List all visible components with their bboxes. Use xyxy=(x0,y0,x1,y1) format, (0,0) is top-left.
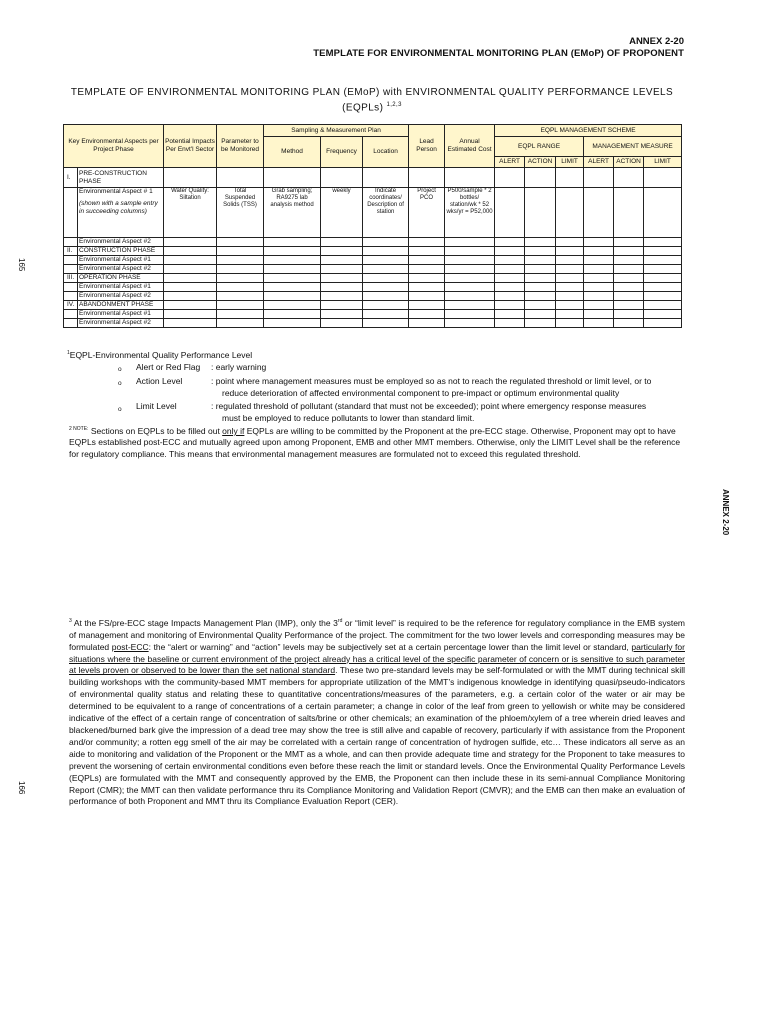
header-eqpl-scheme: EQPL MANAGEMENT SCHEME xyxy=(495,125,682,137)
note3-rd: rd xyxy=(337,618,343,624)
note3-d: . These two pre-standard levels may be self-formulated or with the MMT during technical skill building workshops with the community-based MMT members for appropriate utilization of the MMT’s indigenous knowledge in identifying quasi/pseudo-indicators of environmental quality status and relating these to quantitative concentrations/measures of the parameters, e.g. a certain color of the water or air may be determined to be equivalent to a range of concentrations of a certain parameter; a change in color of the leaf from green to yellowish or white may be considered indicative of the effect of a certain range of concentration of salts/brine or other chemicals; an examination of the phloem/xylem of a tree wherein dried leaves and blackened/burned bark give the impression of a dead tree may show the tree is still alive and capable of recovery, particularly if with assistance from the Proponent and/or community; a rotten egg smell of the air may be correlated with a certain range of concentration of hydrogen sulfide, etc… These indicators all serve as an aide to monitoring and validation of the Proponent or the MMT as a whole, and can then provide adequate time and strategy for the Proponent to take measures to prevent the worsening of certain environmental conditions even before these reach the limit or standard levels. Once the Environmental Quality Performance Levels (EQPLs) are formulated with the MMT and consequently approved by the EMB, the Proponent can then include these in its semi-annual Compliance Monitoring Report (CMR); the MMT can then validate performance thru its Compliance Monitoring and Validation Report (CMVR); and the EMB can then make an evaluation of performance of both Proponent and MMT thru its Compliance Evaluation Report (CER). xyxy=(69,665,685,807)
header-eqpl-range: EQPL RANGE xyxy=(495,137,584,157)
note-2 xyxy=(69,424,683,460)
header-cost: Annual Estimated Cost xyxy=(445,125,495,168)
header-sampling: Sampling & Measurement Plan xyxy=(264,125,409,137)
sample-impact: Water Quality: Siltation xyxy=(164,188,217,238)
table-row xyxy=(64,238,682,247)
alert-definition: : early warning xyxy=(211,362,267,372)
limit-term: Limit Level xyxy=(136,401,177,411)
bullet-icon: o xyxy=(118,366,122,373)
aspect-cell xyxy=(78,188,164,238)
phase-label: ABANDONMENT PHASE xyxy=(78,301,164,310)
alert-bullet xyxy=(118,363,122,375)
table-row xyxy=(64,274,682,283)
title-line1: TEMPLATE OF ENVIRONMENTAL MONITORING PLAN (EMoP) with ENVIRONMENTAL QUALITY PERFORMANCE LEVELS xyxy=(70,87,674,98)
page-number-166: 166 xyxy=(17,781,26,795)
aspect-label: Environmental Aspect # 1 xyxy=(79,188,153,195)
title-sup: 1,2,3 xyxy=(386,102,402,108)
header-method: Method xyxy=(264,137,321,168)
sample-method: Grab sampling; RA9275 lab analysis method xyxy=(264,188,321,238)
table-row xyxy=(64,301,682,310)
note3-underline-2: particularly for situations where the baseline or current environment of the project already has a critical level of the specific parameter of concern or is sensitive to such parameter at levels proven or observed to be lower than the set national standard xyxy=(69,641,685,676)
phase-label: OPERATION PHASE xyxy=(78,274,164,283)
table-row xyxy=(64,168,682,188)
header-location: Location xyxy=(363,137,409,168)
aspect-label: Environmental Aspect #2 xyxy=(78,292,164,301)
action-bullet xyxy=(118,377,122,389)
action-definition-2: reduce deterioration of affected environmental component to pre-impact or optimum environmental quality xyxy=(222,388,620,398)
sample-cost: P500/sample * 2 bottles/ station/wk * 52 wks/yr = P52,000 xyxy=(445,188,495,238)
phase-label: PRE-CONSTRUCTION PHASE xyxy=(78,168,164,188)
table-row xyxy=(64,310,682,319)
page-title xyxy=(62,87,682,114)
header-parameter: Parameter to be Monitored xyxy=(217,125,264,168)
note3-underline-1: post-ECC xyxy=(111,641,149,652)
phase-label: CONSTRUCTION PHASE xyxy=(78,247,164,256)
table-row xyxy=(64,247,682,256)
title-eqpls: (EQPLs) xyxy=(342,102,384,114)
note3-b: or “limit level” is required to be the reference for regulatory compliance in the EMB system of management and monitoring of Environmental Quality Performance of the project. The commitment for the two lower levels and corresponding measures may be formulated xyxy=(69,617,686,652)
note-3 xyxy=(69,616,685,808)
sample-frequency: weekly xyxy=(321,188,363,238)
table-row xyxy=(64,319,682,328)
aspect-label: Environmental Aspect #1 xyxy=(78,256,164,265)
header-measure-limit: LIMIT xyxy=(644,157,682,168)
header-measure-alert: ALERT xyxy=(584,157,614,168)
sample-lead: Project PCO xyxy=(409,188,445,238)
template-heading: TEMPLATE FOR ENVIRONMENTAL MONITORING PLAN (EMoP) OF PROPONENT xyxy=(313,48,684,59)
sample-parameter: Total Suspended Solids (TSS) xyxy=(217,188,264,238)
header-measure-action: ACTION xyxy=(614,157,644,168)
alert-term: Alert or Red Flag xyxy=(136,362,201,372)
title-line2 xyxy=(62,99,682,114)
note2-a: Sections on EQPLs to be filled out xyxy=(88,425,223,436)
action-term: Action Level xyxy=(136,376,183,386)
table-row xyxy=(64,256,682,265)
table-row xyxy=(64,283,682,292)
annex-label: ANNEX 2-20 xyxy=(629,36,684,47)
aspect-label: Environmental Aspect #2 xyxy=(78,319,164,328)
note2-sup: 2 NOTE: xyxy=(69,426,89,432)
header-range-action: ACTION xyxy=(525,157,556,168)
header-range-alert: ALERT xyxy=(495,157,525,168)
header-management-measure: MANAGEMENT MEASURE xyxy=(584,137,682,157)
table-row xyxy=(64,188,682,238)
phase-number: III. xyxy=(64,274,78,283)
phase-number: I. xyxy=(64,168,78,188)
aspect-label: Environmental Aspect #1 xyxy=(78,283,164,292)
bullet-icon: o xyxy=(118,406,122,413)
aspect-label: Environmental Aspect #2 xyxy=(78,238,164,247)
note2-underline: only if xyxy=(222,425,245,436)
bullet-icon: o xyxy=(118,380,122,387)
table-row xyxy=(64,292,682,301)
action-definition-1: : point where management measures must be employed so as not to reach the regulated threshold or limit level, or to xyxy=(211,376,652,386)
limit-definition-1: : regulated threshold of pollutant (standard that must not be exceeded); point where emergency response measures xyxy=(211,401,647,411)
note2-b: EQPLs are willing to be committed by the Proponent at the pre-ECC stage. Otherwise, Proponent may opt to have EQPLs established post-ECC and mutually agreed upon among Proponent, EMB and other MMT members. Otherwise, only the LIMIT Level shall be the reference for regulatory compliance. This means that environmental management measures are formulated not to exceed this regulated threshold. xyxy=(69,425,681,459)
eqpl-sup: 1 xyxy=(67,350,70,357)
header-lead-person: Lead Person xyxy=(409,125,445,168)
eqpl-text: EQPL-Environmental Quality Performance Level xyxy=(69,350,253,360)
annex-side-label: ANNEX 2-20 xyxy=(721,489,730,536)
phase-number: II. xyxy=(64,247,78,256)
note3-a: At the FS/pre-ECC stage Impacts Management Plan (IMP), only the 3 xyxy=(71,617,338,628)
aspect-note: (shown with a sample entry in succeeding columns) xyxy=(79,200,158,215)
header-frequency: Frequency xyxy=(321,137,363,168)
note3-sup: 3 xyxy=(69,618,72,624)
table-row xyxy=(64,265,682,274)
aspect-label: Environmental Aspect #2 xyxy=(78,265,164,274)
aspect-label: Environmental Aspect #1 xyxy=(78,310,164,319)
header-impacts: Potential Impacts Per Envt'l Sector xyxy=(164,125,217,168)
note3-c: : the “alert or warning” and “action” levels may be subjectively set at a certain percentage lower than the limit level or standard, xyxy=(148,641,632,652)
limit-bullet xyxy=(118,403,122,415)
header-aspects: Key Environmental Aspects per Project Phase xyxy=(64,125,164,168)
emop-table xyxy=(63,124,682,328)
eqpl-definition xyxy=(67,350,252,360)
sample-location: Indicate coordinates/ Description of station xyxy=(363,188,409,238)
header-range-limit: LIMIT xyxy=(556,157,584,168)
limit-definition-2: must be employed to reduce pollutants to lower than standard limit. xyxy=(222,413,475,423)
page-number-165: 165 xyxy=(17,258,26,272)
phase-number: IV. xyxy=(64,301,78,310)
